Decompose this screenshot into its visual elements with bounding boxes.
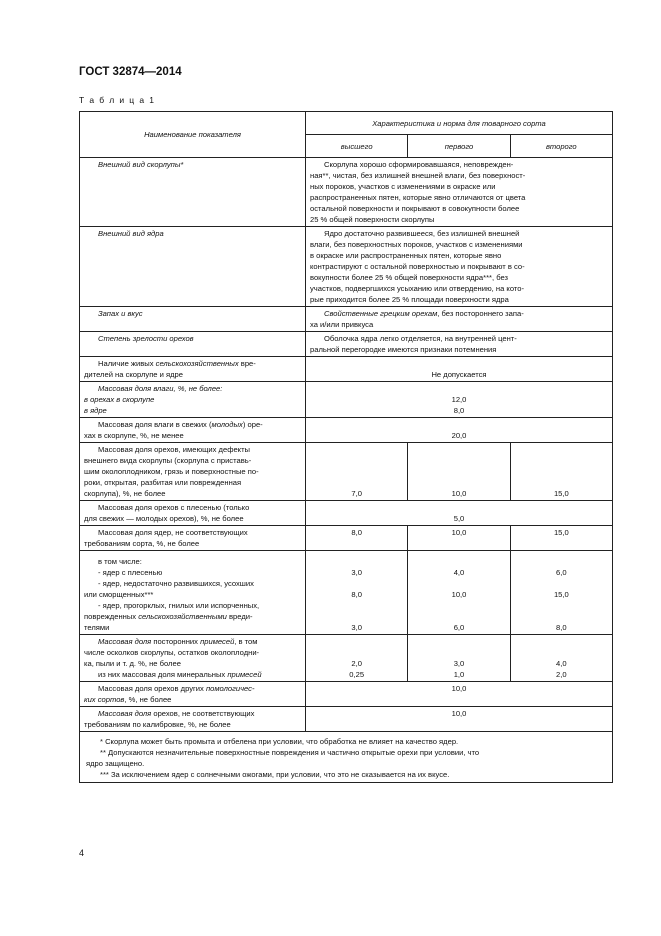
other-sorts-value: 10,0 <box>306 682 613 707</box>
footnote-1: * Скорлупа может быть промыта и отбелена при условии, что обработка не влияет на качество ядер. <box>100 737 459 746</box>
pests-value: Не допускается <box>306 357 613 382</box>
smell-taste-label: Запах и вкус <box>80 307 306 332</box>
page-number: 4 <box>79 848 85 858</box>
table-row <box>80 551 613 635</box>
calibration-label: Массовая доля орехов, не соответствующих требованиям по калибровке, %, не более <box>80 707 306 732</box>
header-grade-premium: высшего <box>306 135 408 158</box>
defects-value-first: 10,0 <box>408 443 510 501</box>
table-row <box>80 501 613 526</box>
nonconform-value-premium: 8,0 <box>306 526 408 551</box>
fresh-moisture-value: 20,0 <box>306 418 613 443</box>
mold-label: Массовая доля орехов с плесенью (только для свежих — молодых орехов), %, не более <box>80 501 306 526</box>
other-sorts-label: Массовая доля орехов других помологичес- ких сортов, %, не более <box>80 682 306 707</box>
nonconform-label: Массовая доля ядер, не соответствующих требованиям сорта, %, не более <box>80 526 306 551</box>
nonconform-sub-second: 6,0 15,0 8,0 <box>510 551 612 635</box>
table-row <box>80 227 613 307</box>
document-title: ГОСТ 32874—2014 <box>79 66 182 78</box>
quality-table <box>79 111 613 783</box>
footnotes-row <box>80 732 613 783</box>
table-row <box>80 443 613 501</box>
header-indicator: Наименование показателя <box>80 112 306 158</box>
table-row <box>80 707 613 732</box>
smell-taste-value: Свойственные грецким орехам, без постороннего запа- ха и/или привкуса <box>306 307 613 332</box>
nonconform-sub-first: 4,0 10,0 6,0 <box>408 551 510 635</box>
moisture-label: Массовая доля влаги, %, не более: в орехах в скорлупе в ядре <box>80 382 306 418</box>
table-row <box>80 682 613 707</box>
defects-value-second: 15,0 <box>510 443 612 501</box>
table-row <box>80 526 613 551</box>
defects-value-premium: 7,0 <box>306 443 408 501</box>
footnote-2: ** Допускаются незначительные поверхностные повреждения и частично открытые орехи при условии, что <box>100 748 480 757</box>
fresh-moisture-label: Массовая доля влаги в свежих (молодых) оре- хах в скорлупе, %, не менее <box>80 418 306 443</box>
shell-appearance-label: Внешний вид скорлупы* <box>80 158 306 227</box>
calibration-value: 10,0 <box>306 707 613 732</box>
table-row <box>80 418 613 443</box>
mold-value: 5,0 <box>306 501 613 526</box>
pests-label: Наличие живых сельскохозяйственных вре- дителей на скорлупе и ядре <box>80 357 306 382</box>
footnote-2-cont: ядро защищено. <box>86 759 145 768</box>
moisture-value: 12,0 8,0 <box>306 382 613 418</box>
kernel-appearance-value: Ядро достаточно развившееся, без излишней внешней влаги, без поверхностных пороков, участков с изменениями в окраске или распространенных пятен, которые явно контрастируют с остальной поверхностью и покрывают в со- вокупности более 25 % общей поверхности ядра***, без участков, подвергшихся усыханию или отвердению, на кото- рые приходится более 25 % площади поверхности ядра <box>306 227 613 307</box>
nonconform-value-second: 15,0 <box>510 526 612 551</box>
table-row <box>80 307 613 332</box>
footnote-3: *** За исключением ядер с солнечными ожогами, при условии, что это не сказывается на их вкусе. <box>100 770 450 779</box>
maturity-value: Оболочка ядра легко отделяется, на внутренней цент- ральной перегородке имеются признаки потемнения <box>306 332 613 357</box>
foreign-label: Массовая доля посторонних примесей, в том числе осколков скорлупы, остатков околоплодни- ка, пыли и т. д. %, не более из них массовая доля минеральных примесей <box>80 635 306 682</box>
table-row <box>80 635 613 682</box>
defects-label: Массовая доля орехов, имеющих дефекты внешнего вида скорлупы (скорлупа с приставь- шим околоплодником, грязь и поверхностные по- роки, открытая, разбитая или поврежденная скорлупа), %, не более <box>80 443 306 501</box>
table-label: Т а б л и ц а 1 <box>79 95 156 105</box>
shell-appearance-value: Скорлупа хорошо сформировавшаяся, неповрежден- ная**, чистая, без излишней внешней влаги, без поверхност- ных пороков, участков с изменениями в окраске или распространенных пятен, которые явно отличаются от цвета остальной поверхности и покрывают в совокупности более 25 % общей поверхности скорлупы <box>306 158 613 227</box>
foreign-value-second: 4,0 2,0 <box>510 635 612 682</box>
nonconform-sub-premium: 3,0 8,0 3,0 <box>306 551 408 635</box>
nonconform-value-first: 10,0 <box>408 526 510 551</box>
foreign-value-premium: 2,0 0,25 <box>306 635 408 682</box>
footnotes <box>80 732 613 783</box>
header-grade-second: второго <box>510 135 612 158</box>
foreign-value-first: 3,0 1,0 <box>408 635 510 682</box>
table-row <box>80 158 613 227</box>
table-row <box>80 357 613 382</box>
header-grade-first: первого <box>408 135 510 158</box>
maturity-label: Степень зрелости орехов <box>80 332 306 357</box>
table-row <box>80 332 613 357</box>
kernel-appearance-label: Внешний вид ядра <box>80 227 306 307</box>
nonconform-sub-label: в том числе: - ядер с плесенью - ядер, недостаточно развившихся, усохших или сморщенных*** - ядер, прогорклых, гнилых или испорченных, поврежденных сельскохозяйственными вреди- телями <box>80 551 306 635</box>
header-characteristic: Характеристика и норма для товарного сорта <box>306 112 613 135</box>
table-row <box>80 382 613 418</box>
